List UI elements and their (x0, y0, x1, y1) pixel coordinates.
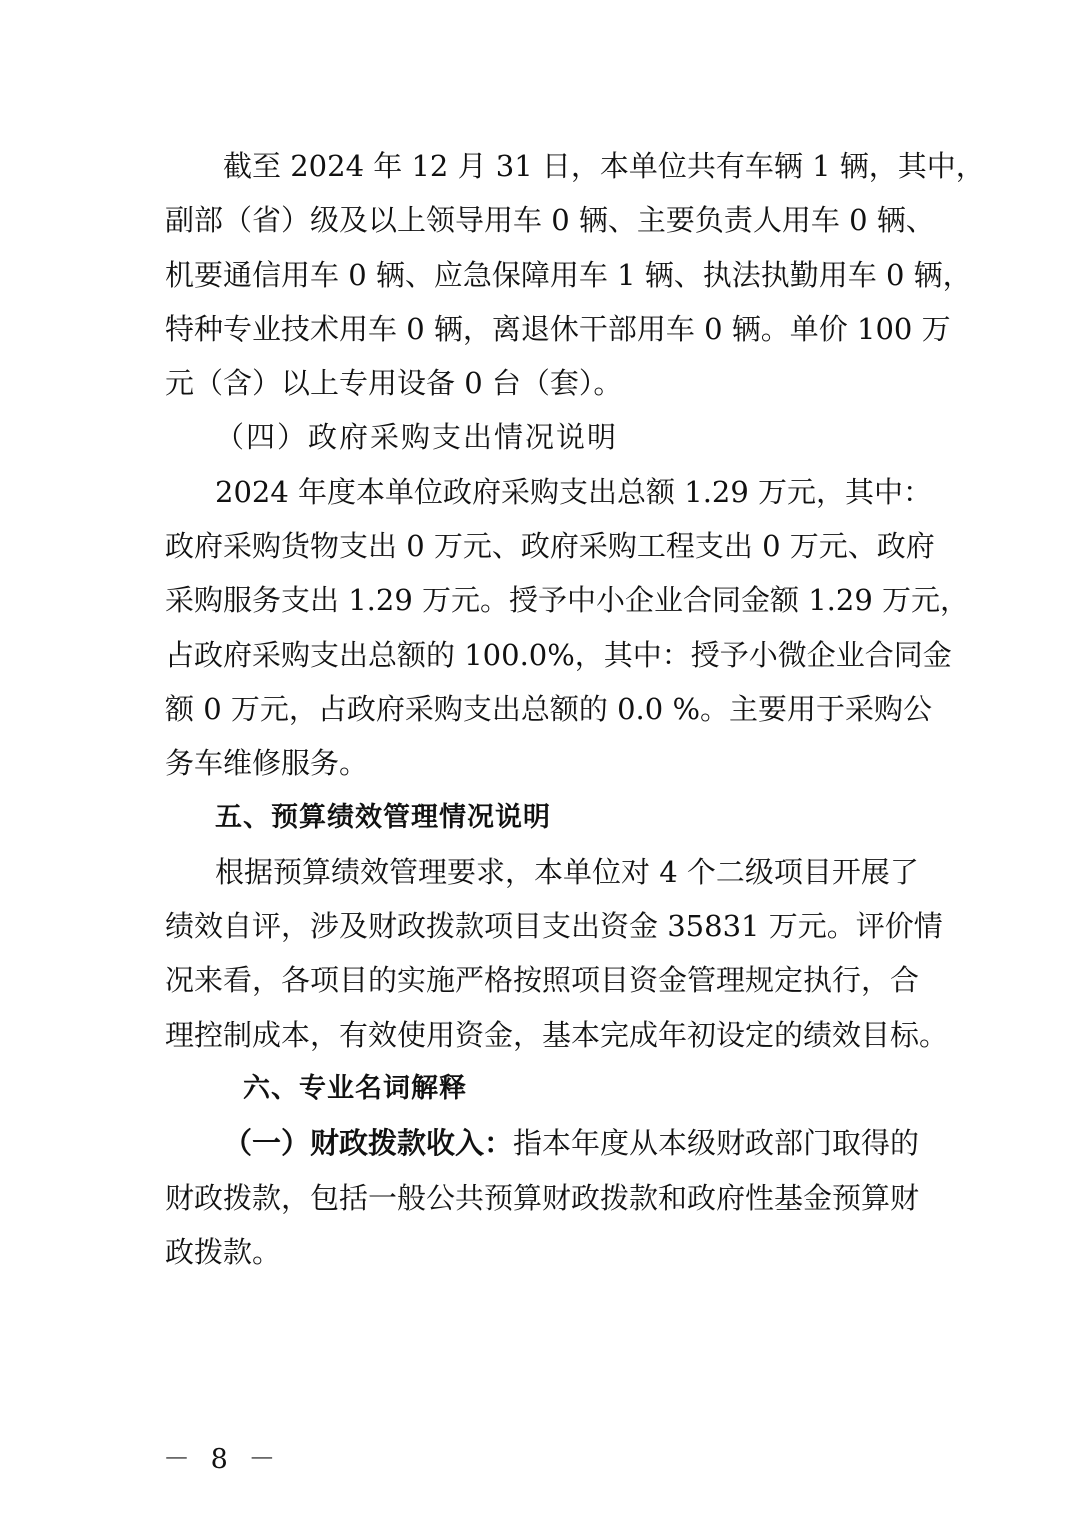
paragraph-line: 2024 年度本单位政府采购支出总额 1.29 万元，其中： (215, 474, 933, 509)
procurement-heading: （四）政府采购支出情况说明 (215, 420, 619, 455)
paragraph-line: 截至 2024 年 12 月 31 日，本单位共有车辆 1 辆，其中， (223, 149, 985, 183)
paragraph-line: 根据预算绩效管理要求，本单位对 4 个二级项目开展了 (215, 854, 919, 889)
paragraph-line: 绩效自评，涉及财政拨款项目支出资金 35831 万元。评价情 (165, 909, 943, 944)
paragraph-line: 政府采购货物支出 0 万元、政府采购工程支出 0 万元、政府 (165, 529, 935, 564)
page-number: － 8 － (163, 1444, 282, 1475)
paragraph-line: 财政拨款，包括一般公共预算财政拨款和政府性基金预算财 (165, 1180, 920, 1215)
paragraph-line: 务车维修服务。 (165, 746, 369, 781)
paragraph-line: 采购服务支出 1.29 万元。授予中小企业合同金额 1.29 万元， (165, 583, 970, 618)
paragraph-line (165, 1116, 920, 1170)
vehicles-paragraph (165, 139, 985, 410)
paragraph-line: 机要通信用车 0 辆、应急保障用车 1 辆、执法执勤用车 0 辆， (165, 257, 972, 292)
page-body (165, 139, 985, 1279)
paragraph-line: 特种专业技术用车 0 辆，离退休干部用车 0 辆。单价 100 万 (165, 311, 951, 346)
section-heading-glossary: 六、专业名词解释 (243, 1073, 467, 1105)
term-label: （一）财政拨款收入： (223, 1126, 514, 1161)
paragraph-line: 额 0 万元，占政府采购支出总额的 0.0 %。主要用于采购公 (165, 691, 933, 726)
paragraph-line: 况来看，各项目的实施严格按照项目资金管理规定执行，合 (165, 963, 920, 998)
section-heading-budget-performance: 五、预算绩效管理情况说明 (215, 801, 551, 833)
procurement-paragraph (165, 465, 970, 791)
paragraph-line: 占政府采购支出总额的 100.0%，其中：授予小微企业合同金 (165, 637, 952, 672)
budget-performance-paragraph (165, 845, 949, 1062)
paragraph-line: 元（含）以上专用设备 0 台（套）。 (165, 366, 623, 401)
paragraph-line: 副部（省）级及以上领导用车 0 辆、主要负责人用车 0 辆、 (165, 203, 935, 238)
paragraph-line: 理控制成本，有效使用资金，基本完成年初设定的绩效目标。 (165, 1017, 949, 1052)
term-definition: 指本年度从本级财政部门取得的 (513, 1126, 920, 1161)
glossary-paragraph (165, 1116, 920, 1279)
paragraph-line: 政拨款。 (165, 1234, 282, 1269)
